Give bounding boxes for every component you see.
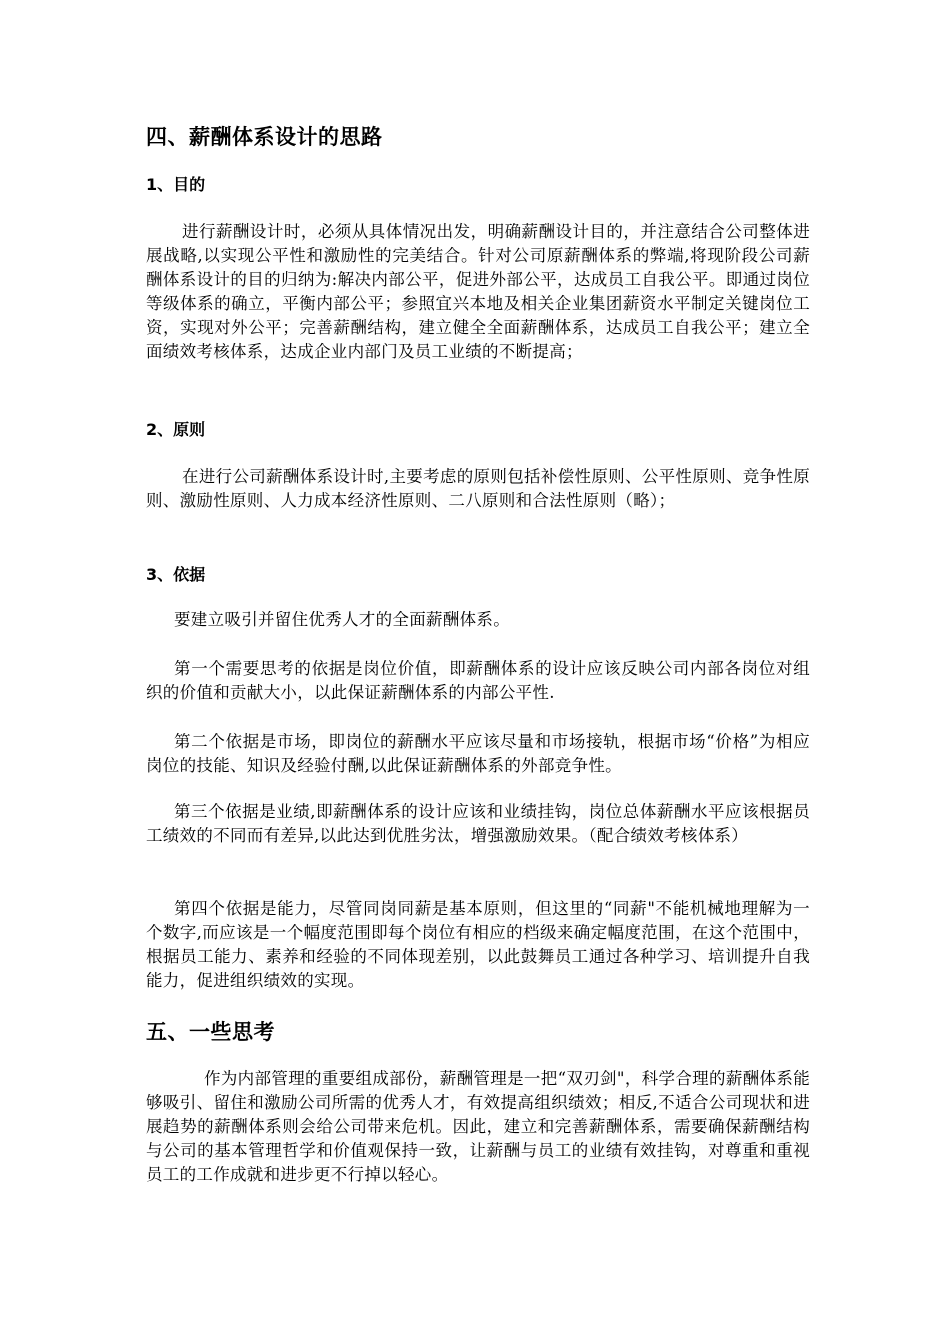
basis-intro: 要建立吸引并留住优秀人才的全面薪酬体系。 bbox=[174, 610, 510, 629]
basis-fourth: 第四个依据是能力，尽管同岗同薪是基本原则，但这里的“同薪"不能机械地理解为一个数字,而应该是一个幅度范围即每个岗位有相应的档级来确定幅度范围，在这个范围中，根据员工能力、素养和经验的不同体现差别，以此鼓舞员工通过各种学习、培训提升自我能力，促进组织绩效的实现。 bbox=[146, 899, 810, 990]
basis-first: 第一个需要思考的依据是岗位价值，即薪酬体系的设计应该反映公司内部各岗位对组织的价值和贡献大小，以此保证薪酬体系的内部公平性. bbox=[146, 659, 810, 702]
purpose-body: 进行薪酬设计时，必须从具体情况出发，明确薪酬设计目的，并注意结合公司整体进展战略,以实现公平性和激励性的完美结合。针对公司原薪酬体系的弊端,将现阶段公司薪酬体系设计的目的归纳为:解决内部公平，促进外部公平，达成员工自我公平。即通过岗位等级体系的确立，平衡内部公平；参照宜兴本地及相关企业集团薪资水平制定关键岗位工资，实现对外公平；完善薪酬结构，建立健全全面薪酬体系，达成员工自我公平；建立全面绩效考核体系，达成企业内部门及员工业绩的不断提高； bbox=[146, 222, 810, 361]
basis-second: 第二个依据是市场，即岗位的薪酬水平应该尽量和市场接轨，根据市场“价格”为相应岗位的技能、知识及经验付酬,以此保证薪酬体系的外部竞争性。 bbox=[146, 732, 810, 775]
purpose-heading: 1、目的 bbox=[146, 175, 206, 194]
section5-title: 五、一些思考 bbox=[146, 1020, 275, 1044]
basis-third: 第三个依据是业绩,即薪酬体系的设计应该和业绩挂钩，岗位总体薪酬水平应该根据员工绩效的不同而有差异,以此达到优胜劣汰，增强激励效果。（配合绩效考核体系） bbox=[146, 802, 810, 845]
section4-title: 四、薪酬体系设计的思路 bbox=[146, 125, 383, 149]
section5-body: 作为内部管理的重要组成部份，薪酬管理是一把“双刃剑"，科学合理的薪酬体系能够吸引、留住和激励公司所需的优秀人才，有效提高组织绩效；相反,不适合公司现状和进展趋势的薪酬体系则会给公司带来危机。因此，建立和完善薪酬体系，需要确保薪酬结构与公司的基本管理哲学和价值观保持一致，让薪酬与员工的业绩有效挂钩，对尊重和重视员工的工作成就和进步更不行掉以轻心。 bbox=[146, 1069, 810, 1184]
principles-heading: 2、原则 bbox=[146, 420, 206, 439]
basis-heading: 3、依据 bbox=[146, 565, 206, 584]
principles-body: 在进行公司薪酬体系设计时,主要考虑的原则包括补偿性原则、公平性原则、竞争性原则、激励性原则、人力成本经济性原则、二八原则和合法性原则（略）； bbox=[146, 467, 810, 510]
